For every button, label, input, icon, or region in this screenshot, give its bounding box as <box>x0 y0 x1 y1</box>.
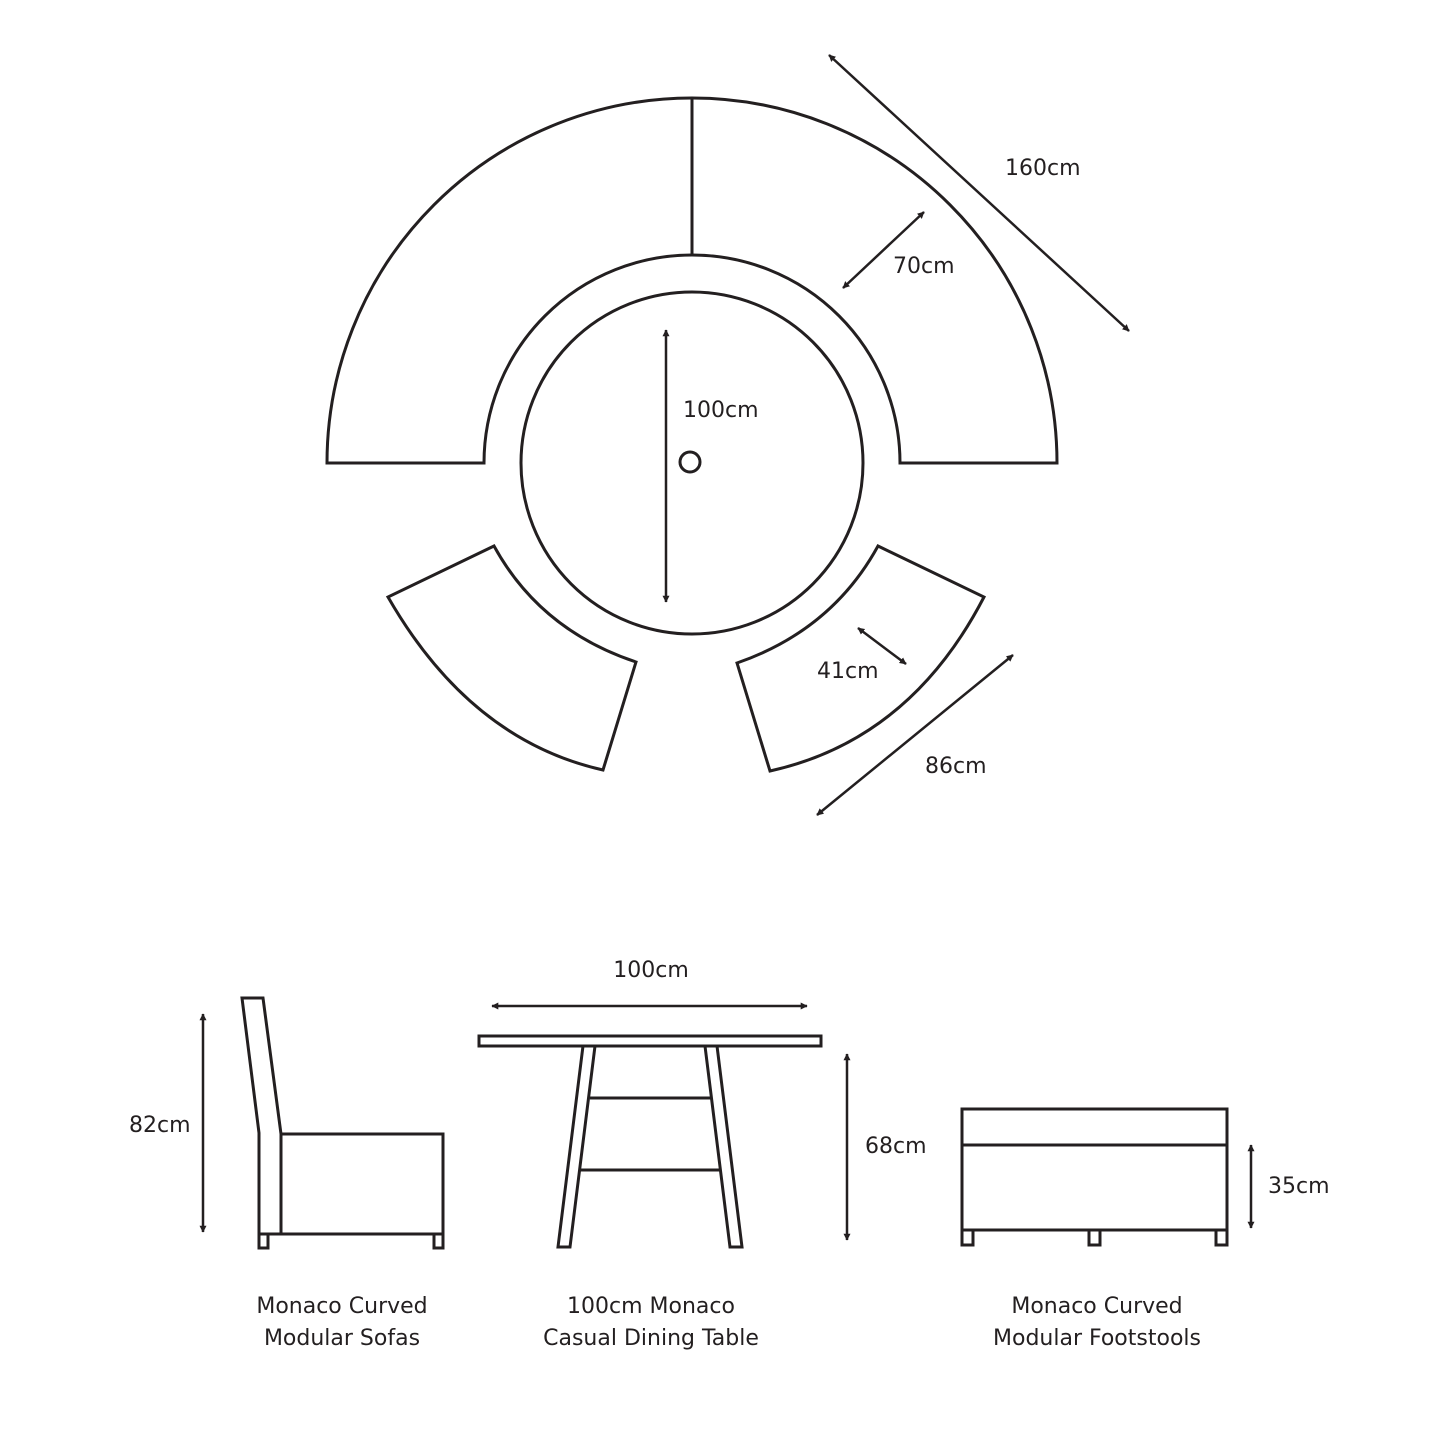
parasol-hole <box>680 452 700 472</box>
label-70cm: 70cm <box>893 254 955 279</box>
label-100cm-plan: 100cm <box>683 398 759 423</box>
caption-sofa-line1: Monaco Curved <box>256 1294 428 1319</box>
footstool-left-plan <box>388 546 636 770</box>
label-100cm-elev: 100cm <box>613 958 689 983</box>
dim-arrow-160cm <box>829 55 1129 331</box>
caption-table-line2: Casual Dining Table <box>543 1326 759 1351</box>
footstool-leg-right <box>1216 1230 1227 1245</box>
caption-footstool-line1: Monaco Curved <box>1011 1294 1183 1319</box>
caption-sofa-line2: Modular Sofas <box>263 1326 421 1351</box>
caption-footstool-line2: Modular Footstools <box>993 1326 1201 1351</box>
table-leg-right <box>705 1046 742 1247</box>
footstool-body <box>962 1109 1227 1230</box>
sofa-side-profile <box>242 998 443 1234</box>
plan-view <box>327 55 1129 815</box>
label-86cm: 86cm <box>925 754 987 779</box>
label-160cm: 160cm <box>1005 156 1081 181</box>
footstool-elevation <box>962 1109 1330 1351</box>
caption-table-line1: 100cm Monaco <box>567 1294 735 1319</box>
sofa-elevation <box>129 998 443 1351</box>
table-leg-left <box>558 1046 595 1247</box>
label-68cm: 68cm <box>865 1134 927 1159</box>
label-35cm: 35cm <box>1268 1174 1330 1199</box>
table-top-plan <box>521 292 863 634</box>
table-top-side <box>479 1036 821 1046</box>
label-82cm: 82cm <box>129 1113 191 1138</box>
table-elevation <box>479 958 927 1351</box>
footstool-leg-middle <box>1089 1230 1100 1245</box>
footstool-leg-left <box>962 1230 973 1245</box>
label-41cm: 41cm <box>817 659 879 684</box>
sofa-leg-back <box>259 1234 268 1248</box>
sofa-leg-front <box>434 1234 443 1248</box>
